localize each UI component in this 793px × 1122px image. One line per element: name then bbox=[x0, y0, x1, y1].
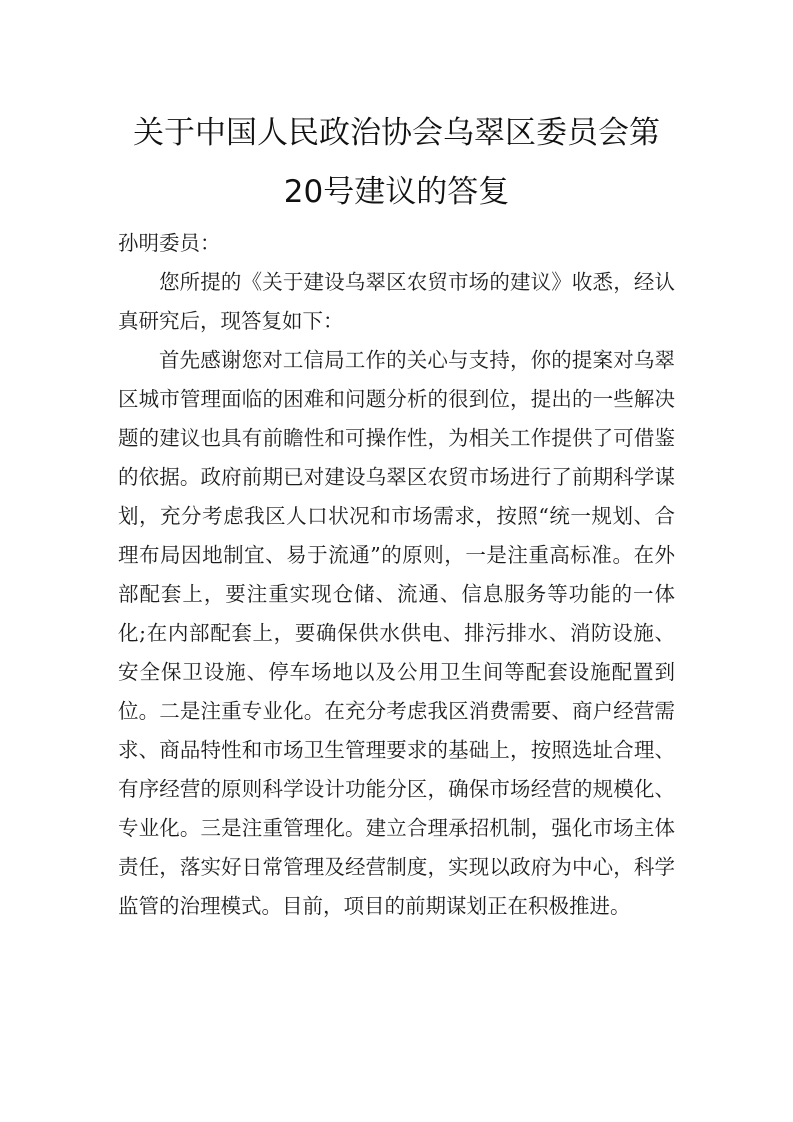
document-title: 关于中国人民政治协会乌翠区委员会第20号建议的答复 bbox=[133, 115, 660, 210]
salutation: 孙明委员： bbox=[118, 231, 221, 255]
body-paragraph-1: 您所提的《关于建设乌翠区农贸市场的建议》收悉，经认真研究后，现答复如下： bbox=[118, 270, 675, 333]
document-body bbox=[118, 224, 675, 926]
body-paragraph-2: 首先感谢您对工信局工作的关心与支持，你的提案对乌翠区城市管理面临的困难和问题分析的很到位，提出的一些解决题的建议也具有前瞻性和可操作性，为相关工作提供了可借鉴的依据。政府前期已对建设乌翠区农贸市场进行了前期科学谋划，充分考虑我区人口状况和市场需求，按照“统一规划、合理布局因地制宜、易于流通”的原则，一是注重高标准。在外部配套上，要注重实现仓储、流通、信息服务等功能的一体化;在内部配套上，要确保供水供电、排污排水、消防设施、安全保卫设施、停车场地以及公用卫生间等配套设施配置到位。二是注重专业化。在充分考虑我区消费需要、商户经营需求、商品特性和市场卫生管理要求的基础上，按照选址合理、有序经营的原则科学设计功能分区，确保市场经营的规模化、专业化。三是注重管理化。建立合理承招机制，强化市场主体责任，落实好日常管理及经营制度，实现以政府为中心，科学监管的治理模式。目前，项目的前期谋划正在积极推进。 bbox=[118, 348, 675, 918]
